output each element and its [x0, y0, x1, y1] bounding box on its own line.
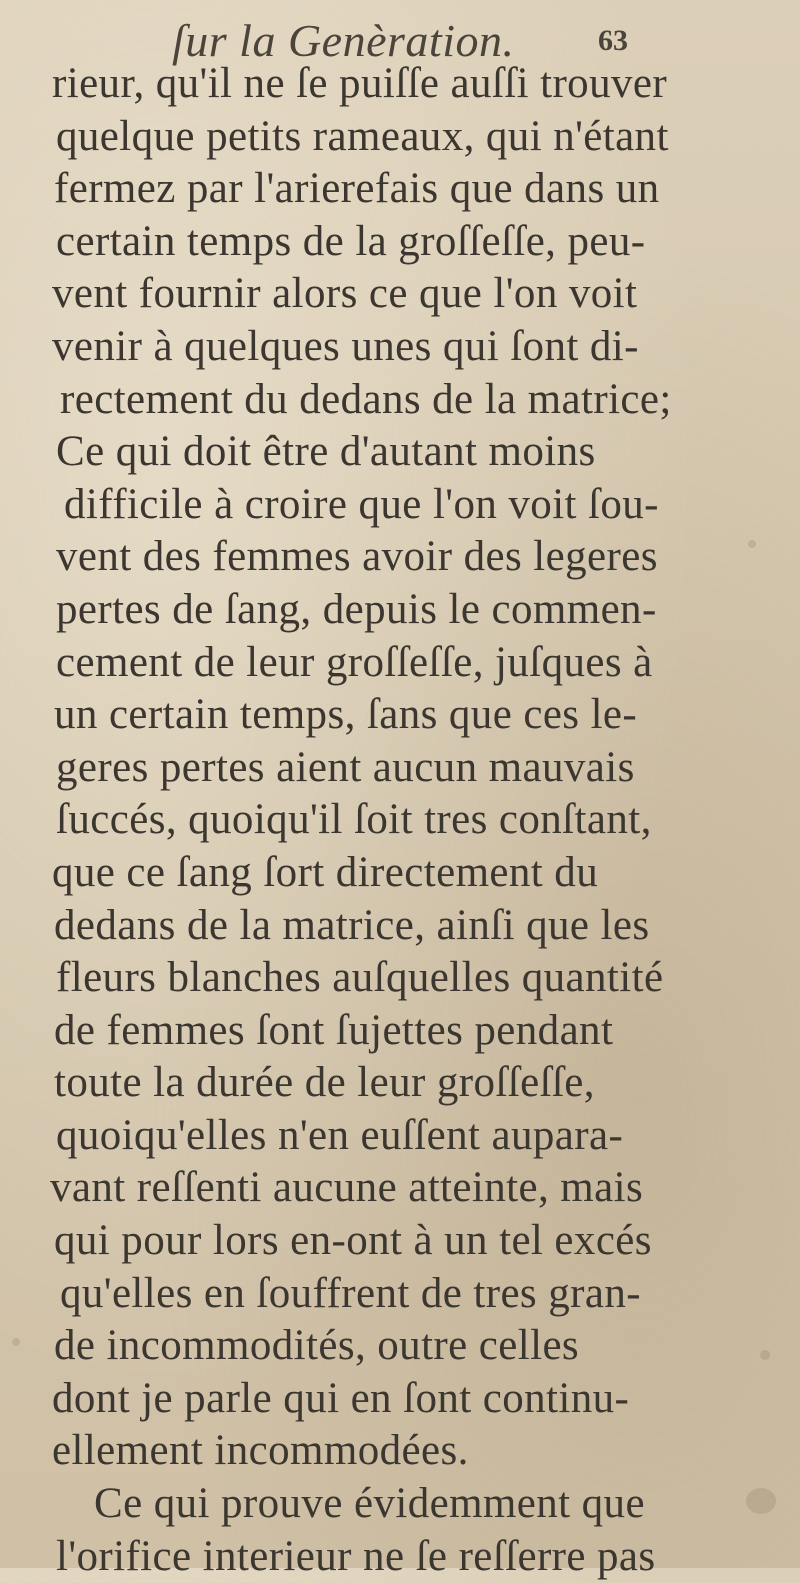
text-line: Ce qui doit être d'autant moins: [56, 428, 596, 476]
paper-stain: [746, 1488, 776, 1514]
text-line: fleurs blanches auſquelles quantité: [56, 954, 664, 1002]
text-line: dedans de la matrice, ainſi que les: [54, 901, 650, 949]
text-line: l'orifice interieur ne ſe reſſerre pas: [56, 1532, 656, 1580]
text-line: rieur, qu'il ne ſe puiſſe auſſi trouver: [52, 60, 668, 107]
text-line: Ce qui prouve évidemment que: [94, 1480, 645, 1528]
text-line: toute la durée de leur groſſeſſe,: [54, 1059, 595, 1107]
text-line: certain temps de la groſſeſſe, peu-: [56, 217, 646, 265]
paper-stain: [12, 1338, 20, 1346]
text-line: geres pertes aient aucun mauvais: [56, 743, 635, 791]
text-line: qu'elles en ſouffrent de tres gran-: [60, 1269, 641, 1317]
text-line: venir à quelques unes qui ſont di-: [52, 322, 639, 370]
text-line: qui pour lors en-ont à un tel excés: [54, 1217, 652, 1265]
text-line: pertes de ſang, depuis le commen-: [56, 585, 657, 633]
text-line: que ce ſang ſort directement du: [52, 848, 599, 896]
paper-stain: [748, 540, 756, 548]
body-text: [32, 58, 772, 1583]
text-line: ellement incommodées.: [52, 1427, 469, 1475]
text-line: quoiqu'elles n'en euſſent aupara-: [56, 1111, 624, 1159]
page-number: 63: [598, 24, 628, 57]
text-line: de femmes ſont ſujettes pendant: [54, 1006, 614, 1054]
text-line: de incommodités, outre celles: [54, 1322, 580, 1370]
text-line: difficile à croire que l'on voit ſou-: [64, 480, 659, 528]
text-line: dont je parle qui en ſont continu-: [52, 1374, 630, 1422]
text-line: fermez par l'arierefais que dans un: [54, 165, 660, 213]
text-line: vant reſſenti aucune atteinte, mais: [50, 1164, 644, 1212]
text-line: vent fournir alors ce que l'on voit: [52, 270, 638, 318]
text-line: rectement du dedans de la matrice;: [60, 375, 672, 423]
text-line: vent des femmes avoir des legeres: [56, 533, 658, 581]
text-line: quelque petits rameaux, qui n'étant: [56, 112, 669, 160]
text-line: ſuccés, quoiqu'il ſoit tres conſtant,: [56, 796, 652, 844]
running-title: ſur la Genèration.: [172, 15, 515, 66]
text-line: cement de leur groſſeſſe, juſques à: [56, 638, 653, 686]
text-line: un certain temps, ſans que ces le-: [54, 691, 638, 739]
paper-stain: [760, 1350, 770, 1360]
